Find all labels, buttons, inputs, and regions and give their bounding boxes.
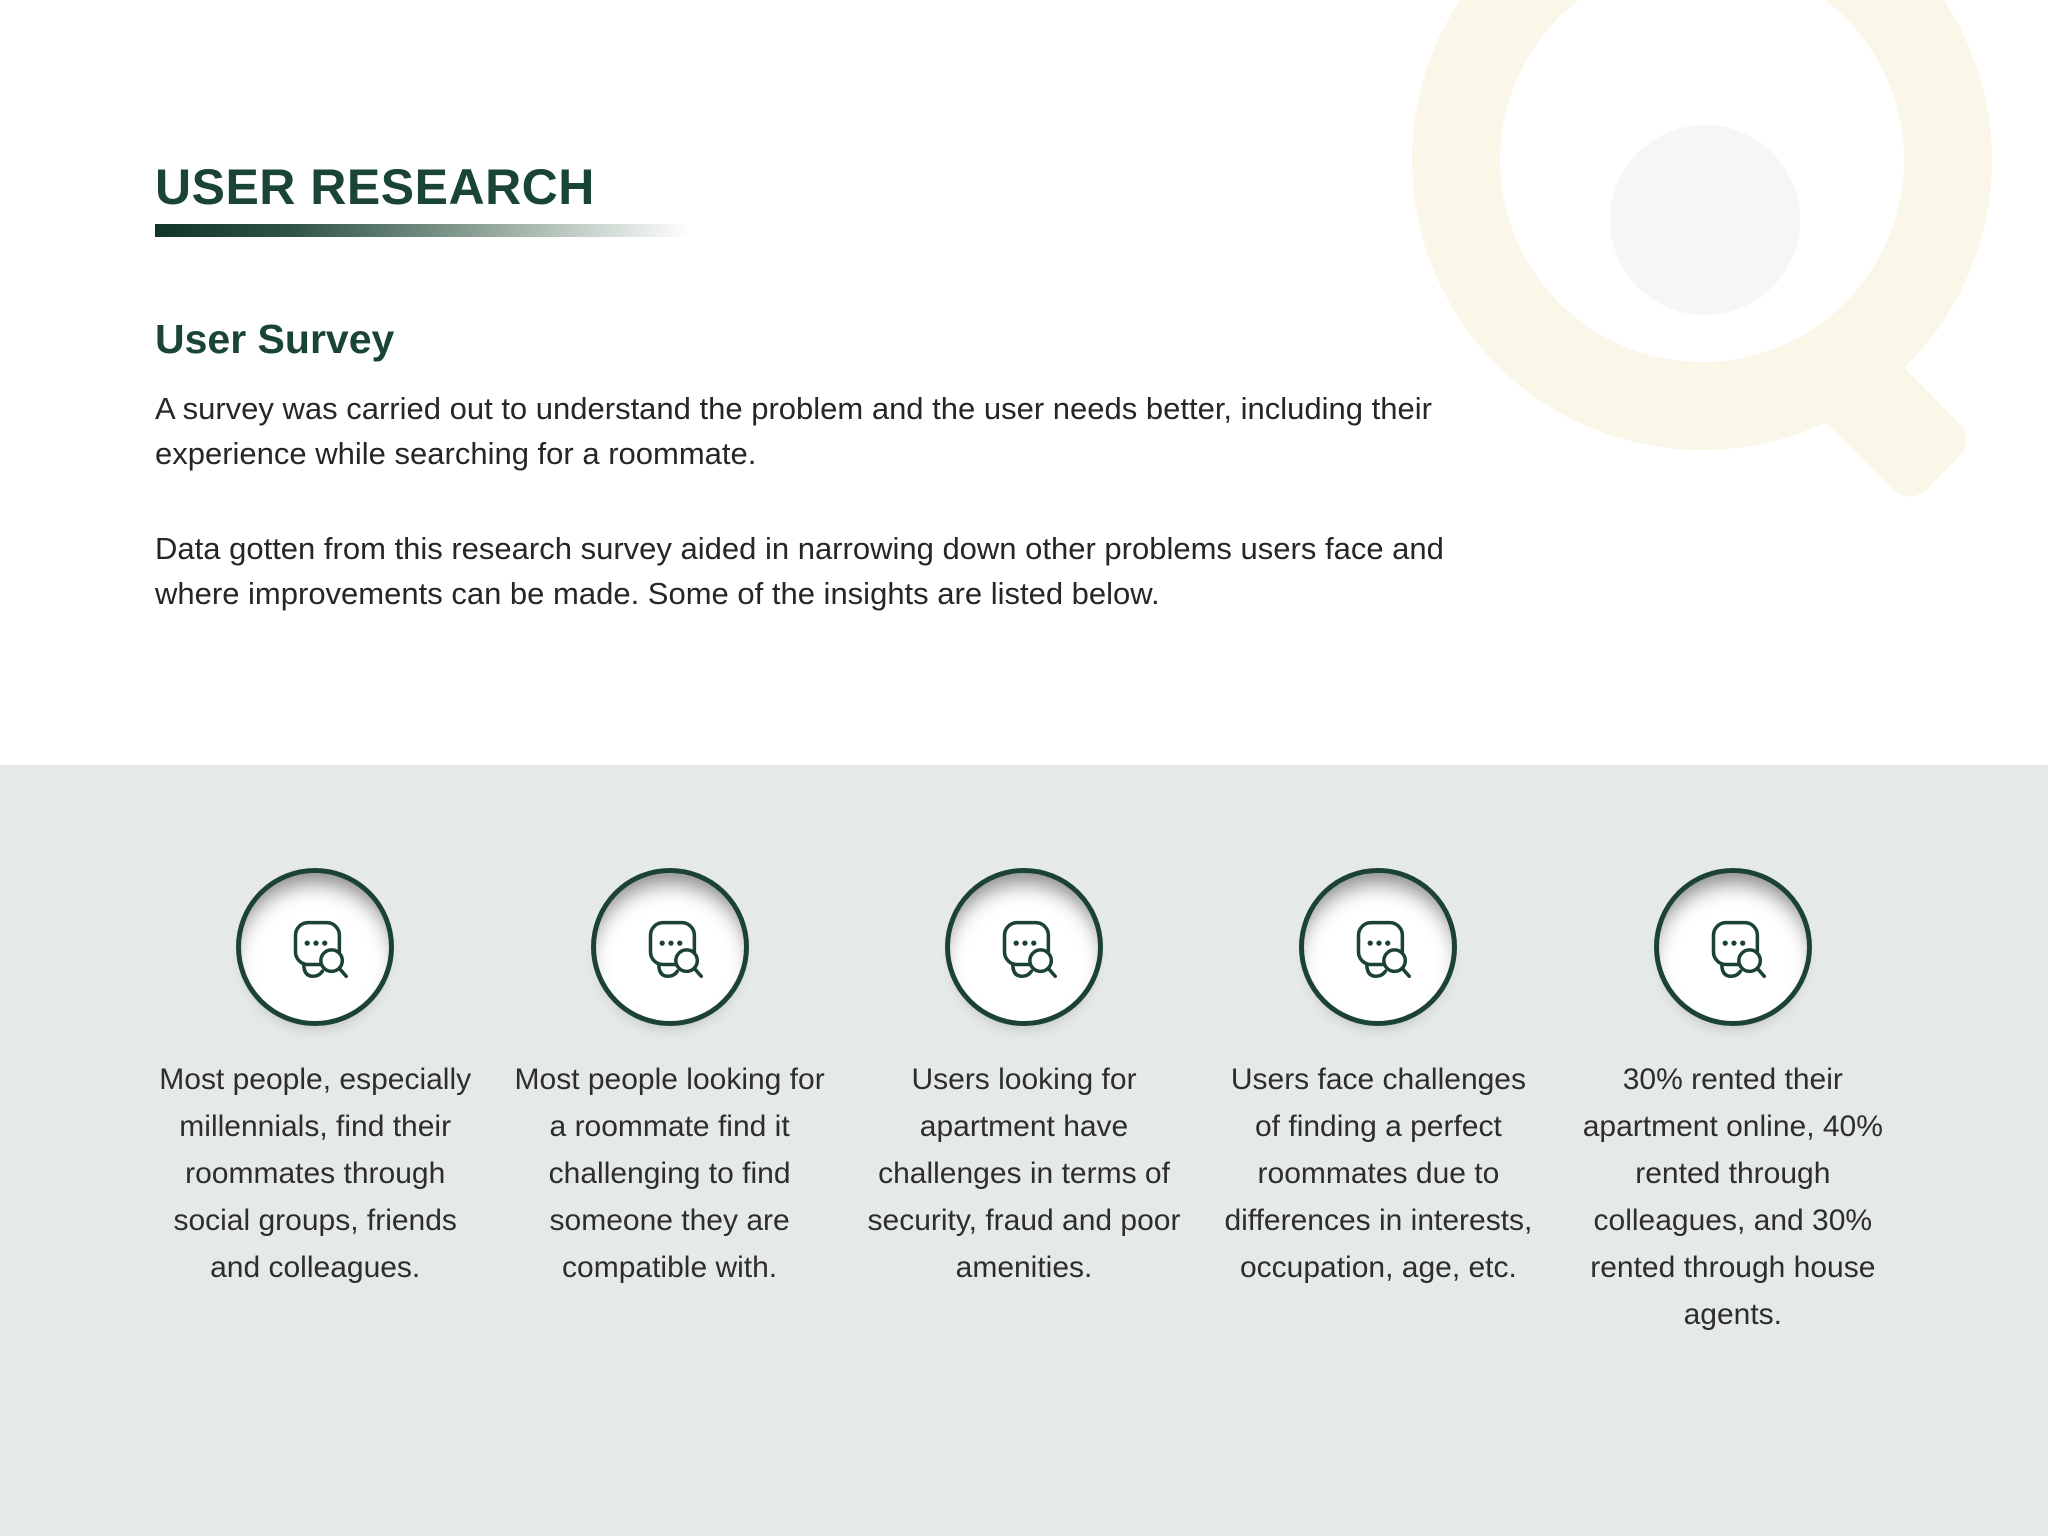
insight-card-4 <box>1201 765 1555 1536</box>
intro-section <box>0 0 2048 616</box>
chat-search-icon <box>276 908 354 986</box>
insight-text: Most people, especially millennials, find their roommates through social groups, friends and colleagues. <box>159 1063 472 1284</box>
paragraph-line: Data gotten from this research survey aided in narrowing down other problems users face and <box>155 531 1444 566</box>
insights-section <box>0 765 2048 1536</box>
chat-search-icon-badge <box>1654 868 1812 1026</box>
chat-search-icon-badge <box>945 868 1103 1026</box>
insight-text: 30% rented their apartment online, 40% rented through colleagues, and 30% rented through house agents. <box>1582 1063 1883 1331</box>
page-title: USER RESEARCH <box>155 159 595 215</box>
insight-text: Users face challenges of finding a perfect roommates due to differences in interests, occupation, age, etc. <box>1224 1063 1533 1284</box>
chat-search-icon <box>631 908 709 986</box>
insight-text: Most people looking for a roommate find it challenging to find someone they are compatible with. <box>514 1063 825 1284</box>
chat-search-icon-badge <box>1299 868 1457 1026</box>
insight-card-2 <box>492 765 846 1536</box>
insight-card-5 <box>1556 765 1910 1536</box>
section-heading: User Survey <box>155 316 395 362</box>
chat-search-icon-badge <box>236 868 394 1026</box>
survey-paragraph-1 <box>155 386 1888 476</box>
chat-search-icon-badge <box>591 868 749 1026</box>
insight-card-3 <box>847 765 1201 1536</box>
survey-paragraph-2 <box>155 526 1888 616</box>
paragraph-line: A survey was carried out to understand the problem and the user needs better, including their <box>155 391 1432 426</box>
chat-search-icon <box>1339 908 1417 986</box>
paragraph-line: where improvements can be made. Some of the insights are listed below. <box>155 576 1160 611</box>
chat-search-icon <box>1694 908 1772 986</box>
chat-search-icon <box>985 908 1063 986</box>
paragraph-line: experience while searching for a roommate. <box>155 436 757 471</box>
title-underline-gradient <box>155 224 690 237</box>
insight-card-1 <box>138 765 492 1536</box>
insight-text: Users looking for apartment have challenges in terms of security, fraud and poor amenities. <box>867 1063 1181 1284</box>
